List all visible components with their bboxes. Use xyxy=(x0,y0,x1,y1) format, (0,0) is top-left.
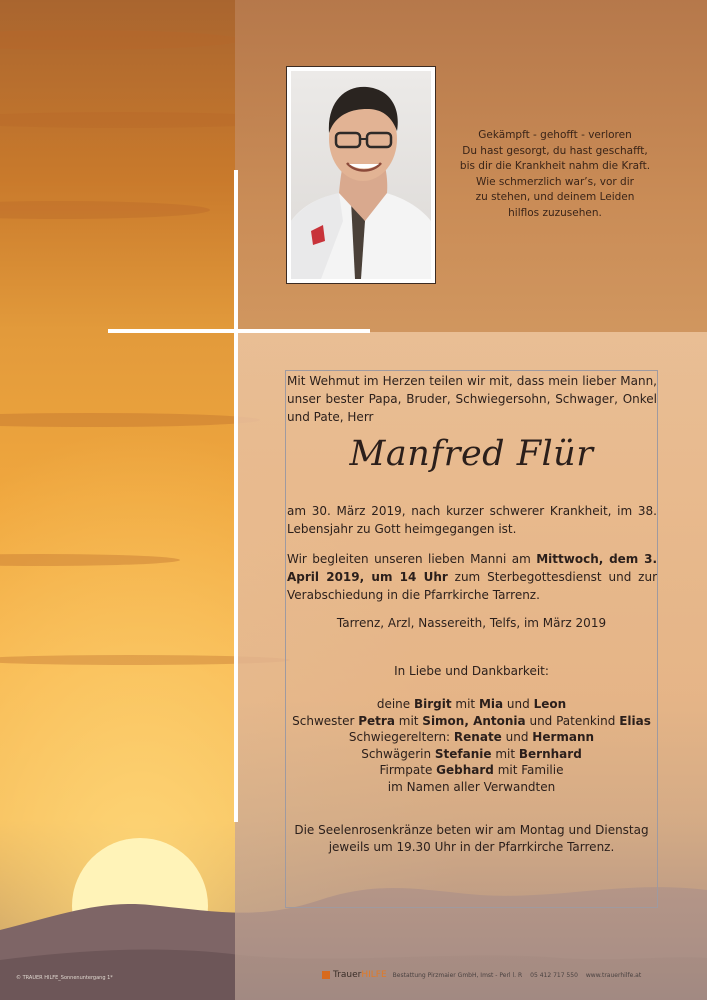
funeral-text-after: zum Sterbegottesdienst und zur Verabschiedung in die Pfarrkirche Tarrenz. xyxy=(287,570,658,602)
poem-line: Wie schmerzlich war’s, vor dir xyxy=(476,175,634,188)
rosary-line: jeweils um 19.30 Uhr in der Pfarrkirche Tarrenz. xyxy=(328,840,615,854)
footer xyxy=(322,969,649,981)
mourner-text: Firmpate xyxy=(379,763,437,777)
mourner-name: Leon xyxy=(533,697,567,711)
mourner-line xyxy=(285,746,658,763)
poem-line: hilflos zuzusehen. xyxy=(508,206,602,219)
thanks-line: In Liebe und Dankbarkeit: xyxy=(394,664,549,678)
poem-line: zu stehen, und deinem Leiden xyxy=(475,191,635,203)
poem-line: Du hast gesorgt, du hast geschafft, xyxy=(462,144,648,157)
image-credit: © TRAUER HILFE_Sonnenuntergang 1* xyxy=(16,975,113,981)
mourner-text: und xyxy=(503,697,534,711)
phone-number: 05 412 717 550 xyxy=(530,971,578,979)
mourner-text: mit xyxy=(451,697,479,711)
mourner-line xyxy=(285,713,658,730)
mourner-name: Bernhard xyxy=(518,746,582,761)
rosary-line: Die Seelenrosenkränze beten wir am Montag und Dienstag xyxy=(294,823,649,837)
mourner-line xyxy=(285,729,658,746)
mourner-name: Simon, Antonia xyxy=(422,713,526,728)
mourner-name: Birgit xyxy=(413,697,452,711)
mourner-name: Renate xyxy=(453,730,502,744)
mourner-line xyxy=(285,762,658,779)
poem xyxy=(455,128,655,221)
cross-vertical-bar xyxy=(234,170,238,822)
funeral-info xyxy=(287,550,657,604)
website-link[interactable]: www.trauerhilfe.at xyxy=(585,971,642,979)
brand-text-accent: HILFE xyxy=(361,970,387,980)
cross-horizontal-bar xyxy=(108,329,370,333)
mourners-list xyxy=(285,696,658,795)
mourner-line xyxy=(285,696,658,713)
mourner-name: Mia xyxy=(478,697,504,711)
place-date: Tarrenz, Arzl, Nassereith, Telfs, im März 2019 xyxy=(336,616,607,630)
portrait-image xyxy=(291,71,431,279)
death-notice: am 30. März 2019, nach kurzer schwerer Krankheit, im 38. Lebensjahr zu Gott heimgegangen ist. xyxy=(287,504,657,536)
poem-line: Gekämpft - gehofft - verloren xyxy=(478,129,632,141)
brand-logo xyxy=(333,970,387,980)
mourner-text: mit xyxy=(394,713,423,728)
mourner-name: Stefanie xyxy=(434,746,492,761)
company-name: Bestattung Pirzmaier GmbH, Imst - Perl l. R xyxy=(392,971,523,979)
funeral-date: Mittwoch, dem 3. April 2019, um 14 Uhr xyxy=(287,552,657,584)
deceased-name: Manfred Flür xyxy=(349,434,594,474)
portrait-photo xyxy=(286,66,436,284)
intro-text: Mit Wehmut im Herzen teilen wir mit, dass mein lieber Mann, unser bester Papa, Bruder, Schwiegersohn, Schwager, Onkel und Pate, Herr xyxy=(287,374,657,424)
mourner-text: Schwiegereltern: xyxy=(348,730,454,744)
mourner-text: deine xyxy=(376,697,414,711)
mourner-name: Petra xyxy=(358,713,395,728)
mourner-text: Schwägerin xyxy=(361,746,435,761)
mourner-text: und xyxy=(501,730,533,744)
logo-icon xyxy=(322,971,330,979)
brand-text: Trauer xyxy=(333,970,362,980)
mourner-name: Elias xyxy=(619,713,651,728)
funeral-text-before: Wir begleiten unseren lieben Manni am xyxy=(287,552,537,566)
mourner-text: Schwester xyxy=(292,713,359,728)
rosary-info xyxy=(285,822,658,856)
mourner-name: Gebhard xyxy=(436,763,494,777)
mourner-text: und Patenkind xyxy=(525,713,620,728)
mourner-name: Hermann xyxy=(532,730,595,744)
mourner-text: mit Familie xyxy=(493,763,564,777)
poem-line: bis dir die Krankheit nahm die Kraft. xyxy=(459,160,651,172)
mourner-line: im Namen aller Verwandten xyxy=(387,779,556,794)
mourner-text: mit xyxy=(491,746,519,761)
